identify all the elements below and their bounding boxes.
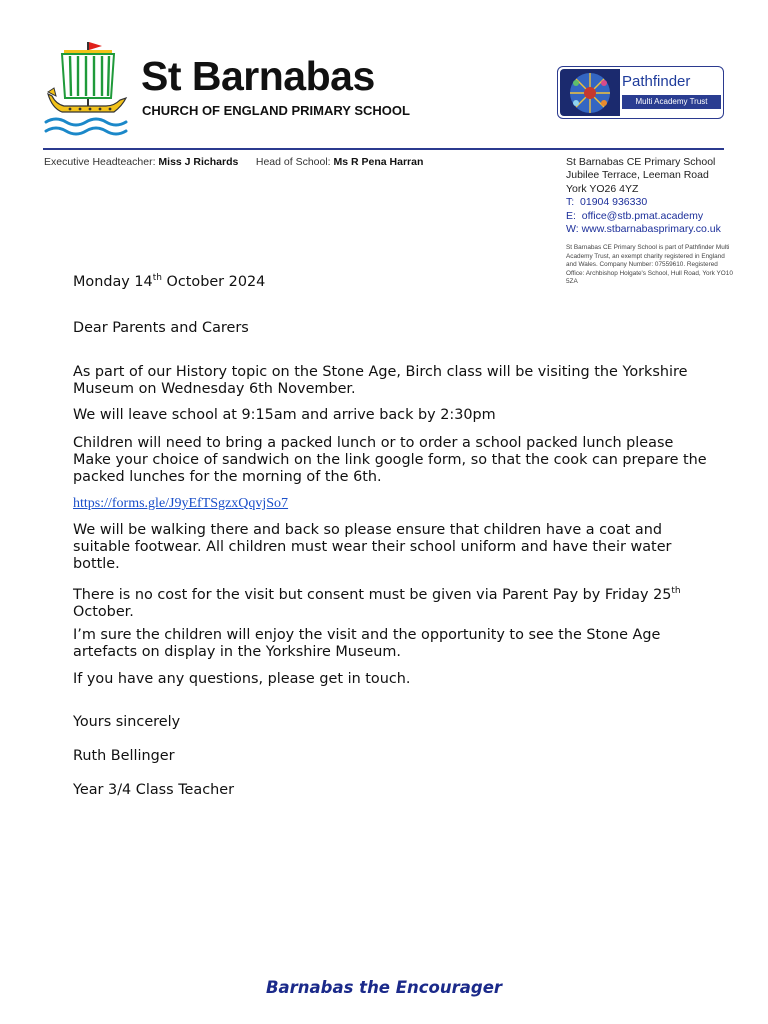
staff-line (44, 156, 423, 168)
date-text: Monday 14 (73, 273, 153, 290)
phone-line (566, 196, 721, 209)
email-line (566, 210, 721, 223)
letter-date (73, 270, 713, 291)
web-label: W: (566, 223, 579, 236)
school-address (566, 156, 721, 236)
header-divider (43, 148, 724, 150)
google-form-link[interactable]: https://forms.gle/J9yEfTSgzxQqvjSo7 (73, 496, 289, 511)
paragraph-questions: If you have any questions, please get in touch. (73, 671, 411, 687)
consent-text: There is no cost for the visit but consent must be given via Parent Pay by Friday 25 (73, 586, 672, 603)
email-link[interactable]: office@stb.pmat.academy (581, 209, 704, 222)
school-subtitle: CHURCH OF ENGLAND PRIMARY SCHOOL (142, 103, 410, 118)
paragraph-enjoy: I’m sure the children will enjoy the visit and the opportunity to see the Stone Age artefacts on display in the Yorkshire Museum. (73, 627, 661, 660)
paragraph-trip-intro: As part of our History topic on the Stone Age, Birch class will be visiting the Yorkshire Museum on Wednesday 6th November. (73, 364, 688, 397)
trust-name: Pathfinder (622, 73, 691, 90)
website-link[interactable]: www.stbarnabasprimary.co.uk (581, 223, 721, 236)
trust-logo (557, 66, 724, 119)
address-line: St Barnabas CE Primary School (566, 156, 716, 168)
salutation: Dear Parents and Carers (73, 320, 249, 336)
phone-label: T: (566, 196, 575, 209)
address-line: York YO26 4YZ (566, 182, 639, 195)
closing: Yours sincerely (73, 714, 181, 730)
paragraph-clothing: We will be walking there and back so please ensure that children have a coat and suitable footwear. All children must wear their school uniform and have their water bottle. (73, 522, 672, 572)
signature-role: Year 3/4 Class Teacher (73, 782, 235, 798)
consent-text-end: October. (73, 603, 134, 620)
staff-label-head-of-school: Head of School: (255, 156, 331, 168)
staff-name-head-of-school: Ms R Pena Harran (333, 156, 424, 168)
school-motto: Barnabas the Encourager (265, 978, 503, 997)
date-suffix: th (152, 273, 162, 283)
address-line: Jubilee Terrace, Leeman Road (566, 169, 709, 182)
phone-number: 01904 936330 (580, 196, 648, 209)
signature-name: Ruth Bellinger (73, 748, 175, 764)
staff-label-executive-head: Executive Headteacher: (44, 156, 156, 168)
school-logo-ship-icon (40, 38, 130, 142)
date-text-end: October 2024 (161, 273, 266, 290)
staff-name-executive-head: Miss J Richards (158, 156, 239, 168)
web-line (566, 223, 721, 236)
school-name: St Barnabas (141, 53, 375, 99)
trust-subtitle: Multi Academy Trust (622, 95, 721, 109)
consent-date-suffix: th (671, 586, 681, 596)
paragraph-lunch: Children will need to bring a packed lunch or to order a school packed lunch please Make your choice of sandwich on the link google form, so that the cook can prepare the packed lunches for the morning of the 6th. (73, 435, 707, 485)
email-label: E: (566, 209, 576, 222)
legal-notice: St Barnabas CE Primary School is part of Pathfinder Multi Academy Trust, an exempt charity registered in England and Wales. Company Number: 07559610. Registered Office: Archbishop Holgate's School, Hull Road, York YO10 5ZA (566, 244, 733, 285)
paragraph-consent (73, 583, 713, 621)
stained-glass-window-icon (560, 69, 620, 116)
paragraph-times: We will leave school at 9:15am and arrive back by 2:30pm (73, 407, 496, 423)
